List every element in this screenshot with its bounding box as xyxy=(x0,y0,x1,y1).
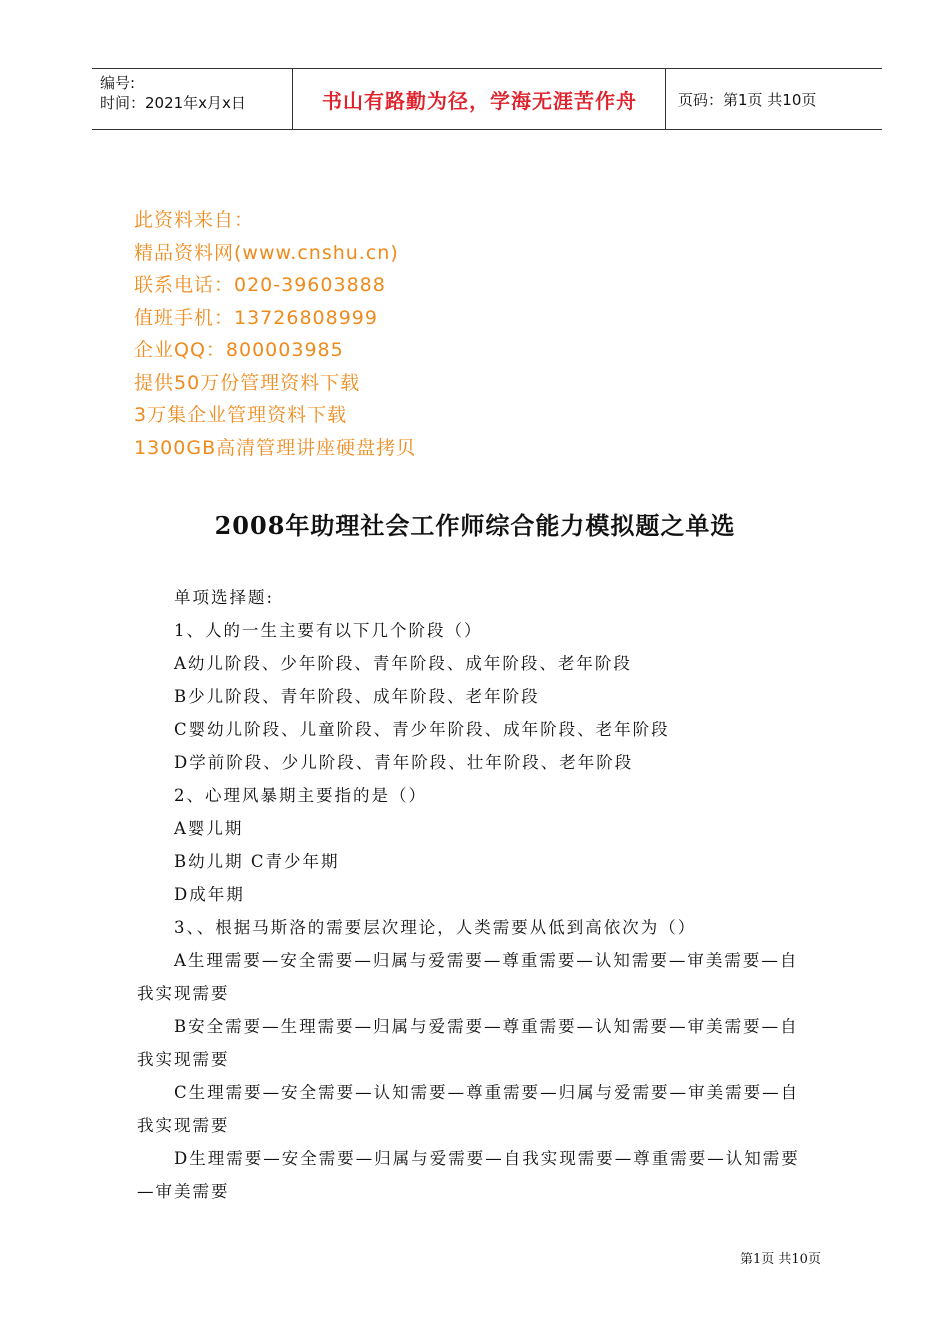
option-3a-line1: A生理需要—安全需要—归属与爱需要—尊重需要—认知需要—审美需要—自 xyxy=(174,951,799,970)
promo-block xyxy=(134,204,416,464)
option-3d-line1: D生理需要—安全需要—归属与爱需要—自我实现需要—尊重需要—认知需要 xyxy=(174,1149,800,1168)
page-footer: 第1页 共10页 xyxy=(740,1252,821,1267)
question-2: 2、心理风暴期主要指的是（） xyxy=(174,786,427,805)
option-3b-line2: 我实现需要 xyxy=(137,1050,230,1069)
promo-line: 联系电话：020-39603888 xyxy=(134,274,386,296)
promo-line: 提供50万份管理资料下载 xyxy=(134,371,361,394)
option-3b-line1: B安全需要—生理需要—归属与爱需要—尊重需要—认知需要—审美需要—自 xyxy=(174,1017,799,1036)
option-1c: C婴幼儿阶段、儿童阶段、青少年阶段、成年阶段、老年阶段 xyxy=(174,720,670,739)
promo-line: 此资料来自： xyxy=(134,209,255,231)
header-page-number: 页码：第1页 共10页 xyxy=(678,91,817,109)
promo-line: 企业QQ：800003985 xyxy=(134,339,344,361)
promo-line: 1300GB高清管理讲座硬盘拷贝 xyxy=(134,436,417,459)
option-1a: A幼儿阶段、少年阶段、青年阶段、成年阶段、老年阶段 xyxy=(174,654,632,673)
option-1d: D学前阶段、少儿阶段、青年阶段、壮年阶段、老年阶段 xyxy=(174,753,634,772)
promo-line: 3万集企业管理资料下载 xyxy=(134,404,348,426)
header-divider xyxy=(292,69,293,129)
question-3: 3、、根据马斯洛的需要层次理论，人类需要从低到高依次为（） xyxy=(174,918,697,937)
document-title: 2008年助理社会工作师综合能力模拟题之单选 xyxy=(214,511,736,540)
option-1b: B少儿阶段、青年阶段、成年阶段、老年阶段 xyxy=(174,687,540,706)
option-3a-line2: 我实现需要 xyxy=(137,984,230,1003)
promo-line: 精品资料网(www.cnshu.cn) xyxy=(134,241,399,264)
header-meta xyxy=(100,73,246,113)
section-heading: 单项选择题: xyxy=(174,588,275,607)
document-time-label: 时间：2021年x月x日 xyxy=(100,94,246,112)
option-3c-line1: C生理需要—安全需要—认知需要—尊重需要—归属与爱需要—审美需要—自 xyxy=(174,1083,800,1102)
question-1: 1、人的一生主要有以下几个阶段（） xyxy=(174,621,483,640)
option-3c-line2: 我实现需要 xyxy=(137,1116,230,1135)
page-header xyxy=(92,68,882,130)
option-2d: D成年期 xyxy=(174,885,245,904)
option-2bc: B幼儿期 C青少年期 xyxy=(174,852,340,871)
document-number-label: 编号: xyxy=(100,74,136,92)
option-2a: A婴儿期 xyxy=(174,819,244,838)
header-motto: 书山有路勤为径，学海无涯苦作舟 xyxy=(322,89,637,113)
option-3d-line2: —审美需要 xyxy=(137,1182,230,1201)
header-divider xyxy=(665,69,666,129)
promo-line: 值班手机：13726808999 xyxy=(134,306,378,329)
